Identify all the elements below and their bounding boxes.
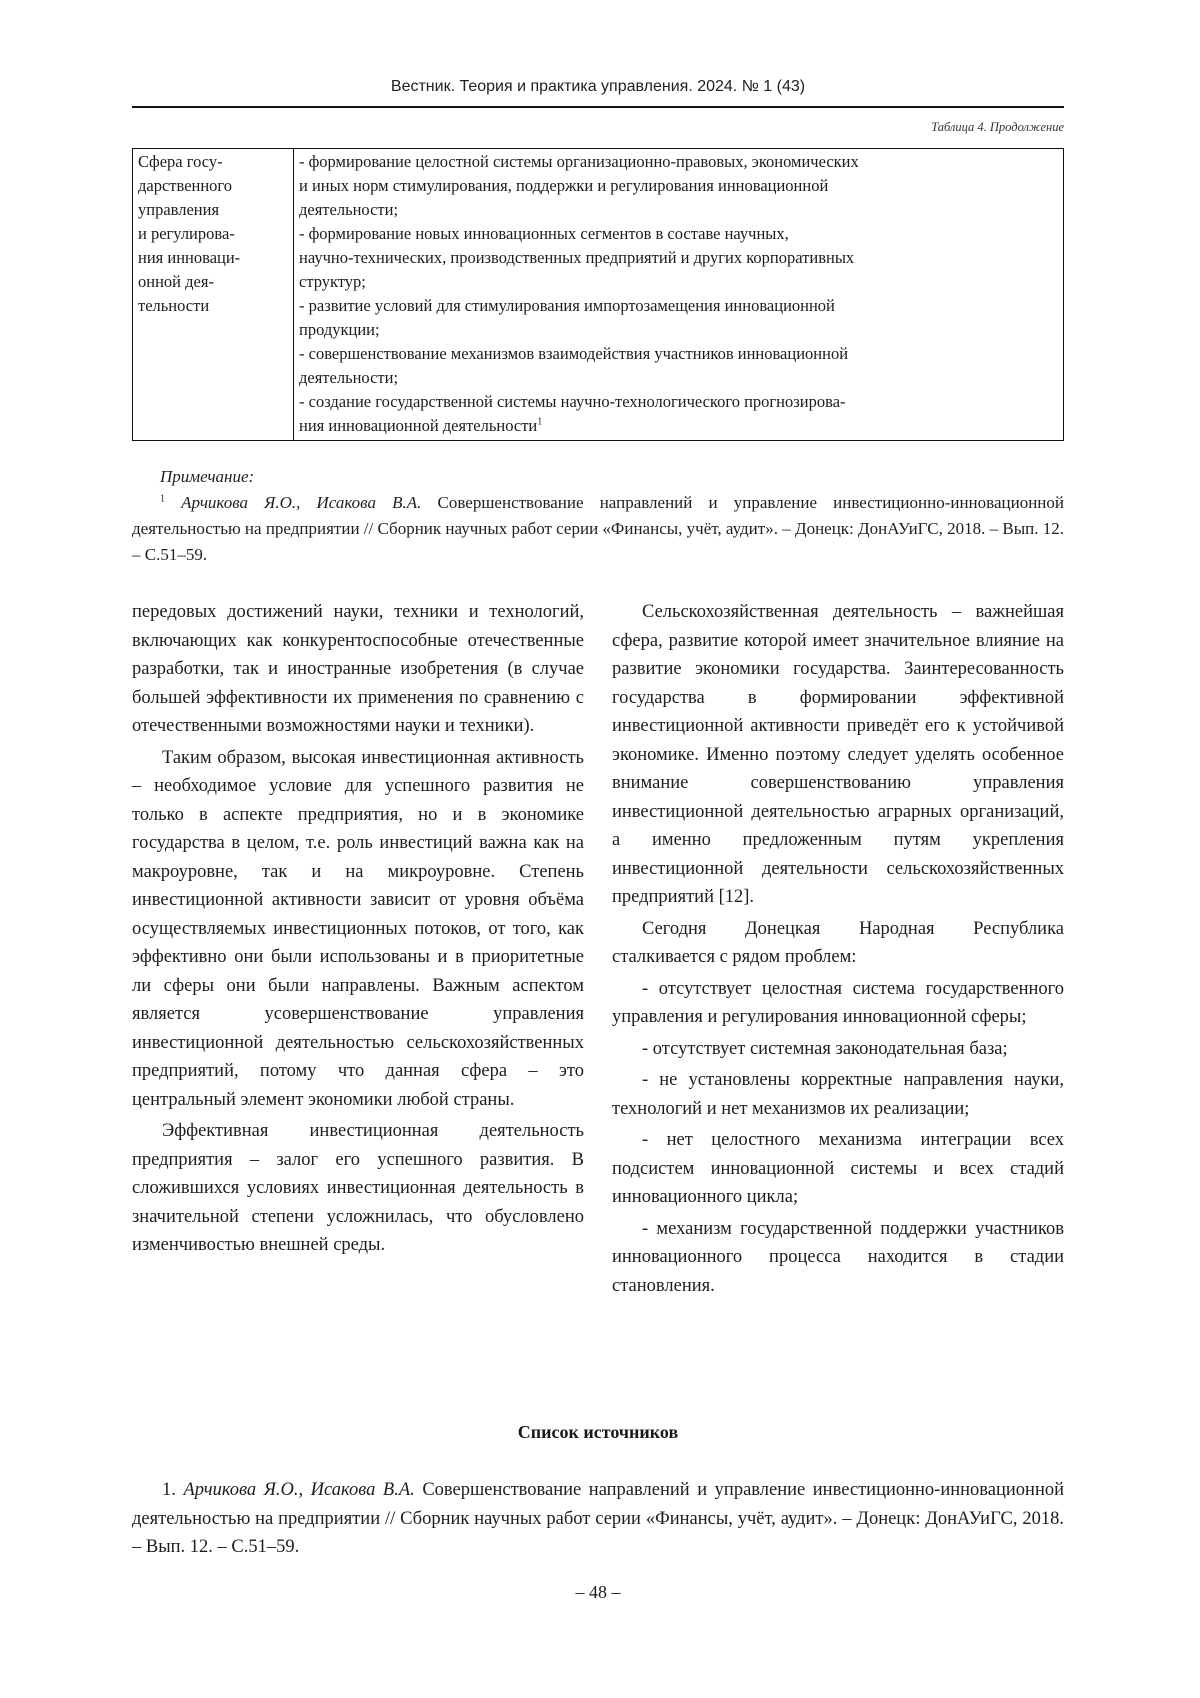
content-line: - создание государственной системы научно-технологического прогнозирова- bbox=[299, 392, 846, 411]
content-line: продукции; bbox=[299, 320, 380, 339]
sphere-line: тельности bbox=[138, 296, 210, 315]
footnote-mark: 1 bbox=[160, 493, 165, 505]
right-column bbox=[612, 598, 1064, 1303]
sphere-line: и регулирова- bbox=[138, 224, 235, 243]
content-line: структур; bbox=[299, 272, 366, 291]
note-citation: Совершенствование направлений и управление инвестиционно-инновационной деятельностью на предприятии // Сборник научных работ серии «Финансы, учёт, аудит». – Донецк: ДонАУиГС, 2018. – Вып. 12. – С.51–59. bbox=[132, 493, 1064, 564]
sphere-line: ния инноваци- bbox=[138, 248, 241, 267]
content-line-last bbox=[299, 414, 1058, 438]
paragraph: Эффективная инвестиционная деятельность предприятия – залог его успешного развития. В сложившихся условиях инвестиционная деятельность в значительной степени усложнилась, что обусловлено изменчивостью внешней среды. bbox=[132, 1121, 584, 1255]
reference-item bbox=[132, 1476, 1064, 1562]
content-line-text: ния инновационной деятельности bbox=[299, 416, 538, 435]
content-line: - развитие условий для стимулирования импортозамещения инновационной bbox=[299, 296, 835, 315]
sphere-line: Сфера госу- bbox=[138, 152, 223, 171]
paragraph: Таким образом, высокая инвестиционная активность – необходимое условие для успешного развития не только в аспекте предприятия, но и в экономике государства в целом, т.е. роль инвестиций важна как на макроуровне, так и на микроуровне. Степень инвестиционной активности зависит от уровня объёма осуществляемых инвестиционных потоков, от того, как эффективно они были использованы и в приоритетные ли сферы они были направлены. Важным аспектом является усовершенствование управления инвестиционной деятельностью сельскохозяйственных предприятий, потому что данная сфера – это центральный элемент экономики любой страны. bbox=[132, 747, 584, 1110]
references-title: Список источников bbox=[517, 1422, 679, 1442]
list-item: - механизм государственной поддержки участников инновационного процесса находится в стадии становления. bbox=[612, 1218, 1064, 1296]
content-line: и иных норм стимулирования, поддержки и регулирования инновационной bbox=[299, 176, 829, 195]
list-item: - отсутствует целостная система государственного управления и регулирования инновационной сферы; bbox=[612, 978, 1064, 1027]
note-footnote bbox=[132, 490, 1064, 568]
reference-number: 1. bbox=[162, 1480, 176, 1500]
list-item: - отсутствует системная законодательная база; bbox=[642, 1038, 1008, 1059]
table-caption: Таблица 4. Продолжение bbox=[931, 120, 1064, 134]
page-number: – 48 – bbox=[575, 1582, 621, 1602]
reference-authors: Арчикова Я.О., Исакова В.А. bbox=[183, 1480, 415, 1500]
paragraph: Сельскохозяйственная деятельность – важнейшая сфера, развитие которой имеет значительное влияние на развитие экономики государства. Заинтересованность государства в формировании эффективной инвестиционной активности приведёт его к устойчивой экономике. Именно поэтому следует уделять особенное внимание совершенствованию управления инвестиционной деятельностью аграрных организаций, а именно предложенным путям укрепления инвестиционной деятельности сельскохозяйственных предприятий [12]. bbox=[612, 602, 1064, 907]
table-row bbox=[133, 149, 1064, 441]
table-cell-content bbox=[294, 149, 1064, 441]
list-item: - не установлены корректные направления науки, технологий и нет механизмов их реализации; bbox=[612, 1070, 1064, 1119]
content-line: деятельности; bbox=[299, 200, 399, 219]
note-authors: Арчикова Я.О., Исакова В.А. bbox=[181, 493, 422, 512]
sphere-line: онной дея- bbox=[138, 272, 214, 291]
header-rule bbox=[132, 106, 1064, 108]
running-head: Вестник. Теория и практика управления. 2024. № 1 (43) bbox=[390, 78, 806, 95]
content-line: деятельности; bbox=[299, 368, 399, 387]
table-4-continuation bbox=[132, 148, 1064, 441]
table-note bbox=[132, 464, 1064, 568]
sphere-line: управления bbox=[138, 200, 220, 219]
footnote-ref[interactable]: 1 bbox=[537, 416, 543, 428]
content-line: - формирование целостной системы организационно-правовых, экономических bbox=[299, 152, 859, 171]
paragraph: передовых достижений науки, техники и технологий, включающих как конкурентоспособные отечественные разработки, так и иностранные изобретения (в случае большей эффективности их применения по сравнению с отечественными возможностями науки и техники). bbox=[132, 602, 584, 736]
content-line: - совершенствование механизмов взаимодействия участников инновационной bbox=[299, 344, 849, 363]
content-line: научно-технических, производственных предприятий и других корпоративных bbox=[299, 248, 855, 267]
sphere-line: дарственного bbox=[138, 176, 233, 195]
table-cell-sphere bbox=[133, 149, 294, 441]
left-column bbox=[132, 598, 584, 1263]
note-label: Примечание: bbox=[160, 467, 255, 486]
reference-text: Совершенствование направлений и управление инвестиционно-инновационной деятельностью на предприятии // Сборник научных работ серии «Финансы, учёт, аудит». – Донецк: ДонАУиГС, 2018. – Вып. 12. – С.51–59. bbox=[132, 1480, 1064, 1557]
list-item: - нет целостного механизма интеграции всех подсистем инновационной системы и всех стадий инновационного цикла; bbox=[612, 1130, 1064, 1207]
paragraph: Сегодня Донецкая Народная Республика сталкивается с рядом проблем: bbox=[612, 918, 1064, 967]
content-line: - формирование новых инновационных сегментов в составе научных, bbox=[299, 224, 789, 243]
